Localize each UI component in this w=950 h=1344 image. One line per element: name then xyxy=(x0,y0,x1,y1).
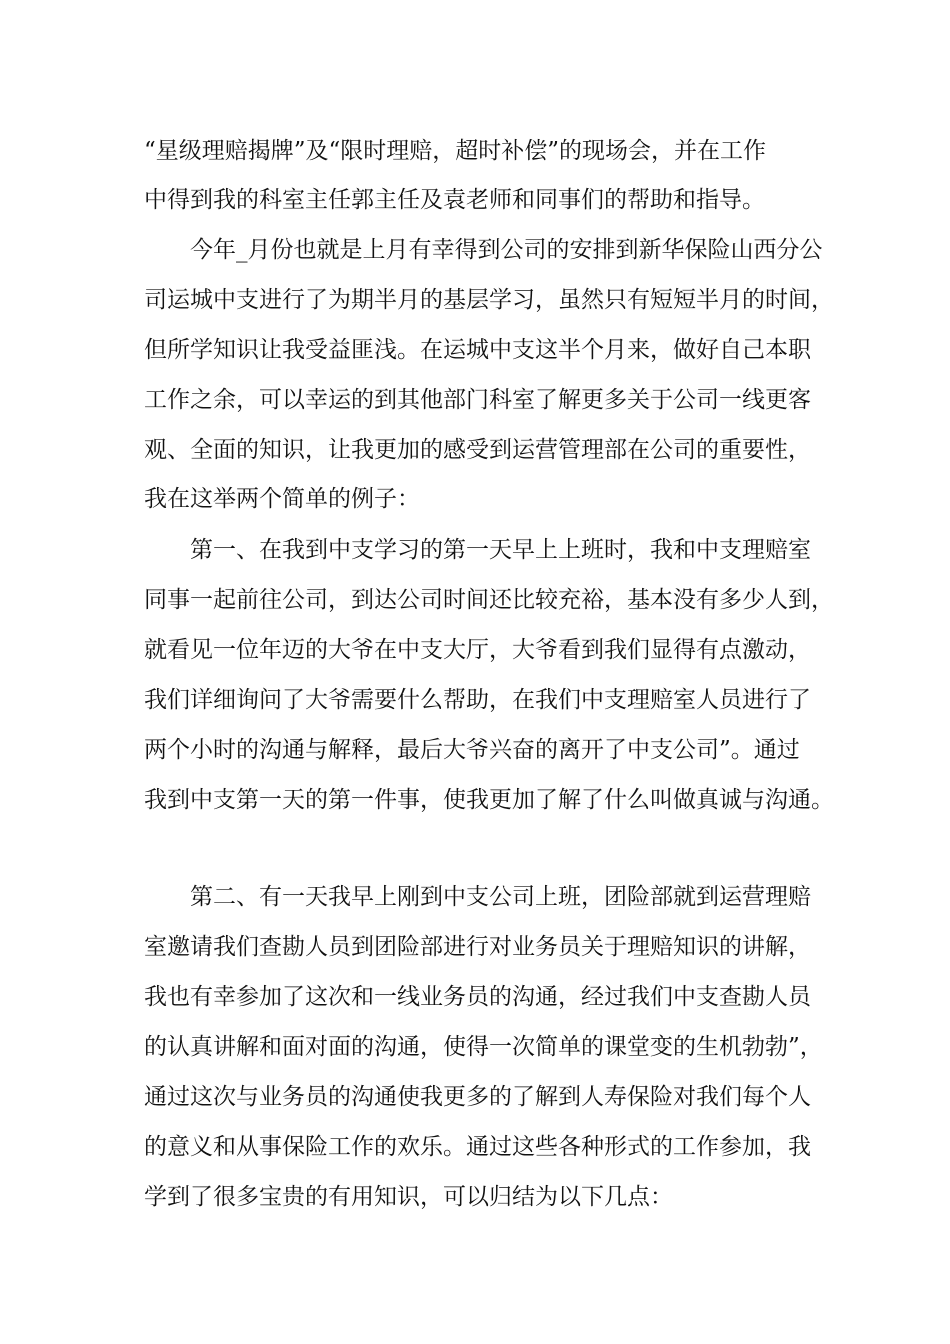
text-line: 但所学知识让我受益匪浅。在运城中支这半个月来，做好自己本职 xyxy=(144,337,811,363)
text-line: 两个小时的沟通与解释，最后大爷兴奋的离开了中支公司”。通过 xyxy=(144,737,800,763)
text-line: 我也有幸参加了这次和一线业务员的沟通，经过我们中支查勘人员 xyxy=(144,984,811,1010)
text-line: 第二、有一天我早上刚到中支公司上班，团险部就到运营理赔 xyxy=(190,884,811,910)
text-line: 我到中支第一天的第一件事，使我更加了解了什么叫做真诚与沟通。 xyxy=(144,787,834,813)
text-line: 今年_月份也就是上月有幸得到公司的安排到新华保险山西分公 xyxy=(190,237,823,263)
text-line: 的认真讲解和面对面的沟通，使得一次简单的课堂变的生机勃勃”， xyxy=(144,1034,823,1060)
text-line: “星级理赔揭牌”及“限时理赔，超时补偿”的现场会，并在工作 xyxy=(144,138,767,164)
text-line: 观、全面的知识，让我更加的感受到运营管理部在公司的重要性， xyxy=(144,437,811,463)
text-line: 通过这次与业务员的沟通使我更多的了解到人寿保险对我们每个人 xyxy=(144,1084,811,1110)
text-line: 我在这举两个简单的例子： xyxy=(144,486,420,512)
text-line: 我们详细询问了大爷需要什么帮助，在我们中支理赔室人员进行了 xyxy=(144,687,811,713)
text-line: 同事一起前往公司，到达公司时间还比较充裕，基本没有多少人到， xyxy=(144,587,834,613)
text-line: 司运城中支进行了为期半月的基层学习，虽然只有短短半月的时间， xyxy=(144,287,834,313)
text-line: 第一、在我到中支学习的第一天早上上班时，我和中支理赔室 xyxy=(190,537,811,563)
text-line: 学到了很多宝贵的有用知识，可以归结为以下几点： xyxy=(144,1184,673,1210)
text-line: 就看见一位年迈的大爷在中支大厅，大爷看到我们显得有点激动， xyxy=(144,637,811,663)
text-line: 工作之余，可以幸运的到其他部门科室了解更多关于公司一线更客 xyxy=(144,387,811,413)
text-line: 的意义和从事保险工作的欢乐。通过这些各种形式的工作参加，我 xyxy=(144,1134,811,1160)
text-line: 室邀请我们查勘人员到团险部进行对业务员关于理赔知识的讲解， xyxy=(144,934,811,960)
text-line: 中得到我的科室主任郭主任及袁老师和同事们的帮助和指导。 xyxy=(144,187,765,213)
